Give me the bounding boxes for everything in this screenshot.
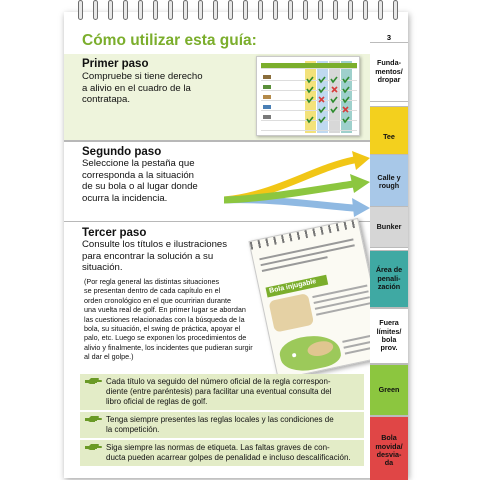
spiral-ring [93,0,98,20]
spiral-ring [378,0,383,20]
spiral-ring [303,0,308,20]
spiral-ring [273,0,278,20]
spiral-ring [258,0,263,20]
tab-label: Fuera límites/ bola prov. [376,318,402,353]
tab-label: Bola movida/ desvia- da [375,433,403,468]
tab-area-penalizacion[interactable] [370,250,408,308]
tab-label: Tee [383,131,395,141]
page-title: Cómo utilizar esta guía: [82,32,257,49]
tip-etiquette: Siga siempre las normas de etiqueta. Las faltas graves de con- ducta pueden acarrear golpes de penalidad e incluso descalificación. [80,440,364,466]
tips-box [80,374,364,470]
spiral-ring [243,0,248,20]
spiral-ring [153,0,158,20]
spiral-ring [333,0,338,20]
tip-rule-numbers: Cada título va seguido del número oficial de la regla correspon- diente (entre paréntesis) para facilitar una eventual consulta del libro oficial de reglas de golf. [80,374,364,410]
spiral-ring [393,0,398,20]
step1-text: Compruebe si tiene derecho a alivio en el cuadro de la contratapa. [82,71,203,106]
spiral-ring [363,0,368,20]
hand-pointer-icon [85,414,103,424]
spiral-binding [64,0,408,22]
spiral-ring [288,0,293,20]
tab-label: Funda- mentos/ dropar [375,58,403,85]
spiral-ring [108,0,113,20]
spiral-ring [213,0,218,20]
step2-title: Segundo paso [82,146,162,158]
step3-text: Consulte los títulos e ilustraciones para encontrar la solución a su situación. [82,239,228,274]
spiral-ring [123,0,128,20]
illustration-heading: Bola injugable [265,275,328,298]
tab-fuera-limites[interactable] [370,308,408,364]
step2-text: Seleccione la pestaña que corresponda a la situación de su bola o al lugar donde ocurra la incidencia. [82,158,198,204]
check-icon [257,57,361,137]
page-number: 3 [386,33,392,42]
tip-local-rules: Tenga siempre presentes las reglas locales y las condiciones de la competición. [80,412,364,438]
tab-label: Calle y rough [377,172,401,190]
spiral-ring [183,0,188,20]
spiral-ring [348,0,353,20]
tab-label: Área de penali- zación [375,265,403,292]
spiral-ring [198,0,203,20]
spiral-ring [228,0,233,20]
step1-title: Primer paso [82,58,149,70]
hand-pointer-icon [85,376,103,386]
tab-bola-movida[interactable] [370,416,408,480]
spiral-ring [78,0,83,20]
step3-note: (Por regla general las distintas situaciones se presentan dentro de cada capítulo en el orden cronológico en el que ocurririan durante una vuelta real de golf. En primer lugar se abordan las cuestiones relacionadas con la búsqueda de la bola, su situación, el swing de práctica, apoyar el palo, etc. Luego se exponen los procedimientos de alivio y finalmente, los incidentes que pudieran surgir al dar el golpe.) [84,277,253,362]
tab-fundamentos[interactable] [370,42,408,102]
hand-pointer-icon [85,442,103,452]
step3-title: Tercer paso [82,227,147,239]
tab-label: Bunker [376,221,402,231]
tab-green[interactable] [370,364,408,416]
spiral-ring [318,0,323,20]
tab-label: Green [378,384,400,394]
direction-arrows [224,148,372,220]
spiral-ring [168,0,173,20]
relief-table-thumbnail [256,56,360,136]
spiral-ring [138,0,143,20]
tab-bunker[interactable] [370,206,408,248]
tab-calle-rough[interactable] [370,154,408,210]
